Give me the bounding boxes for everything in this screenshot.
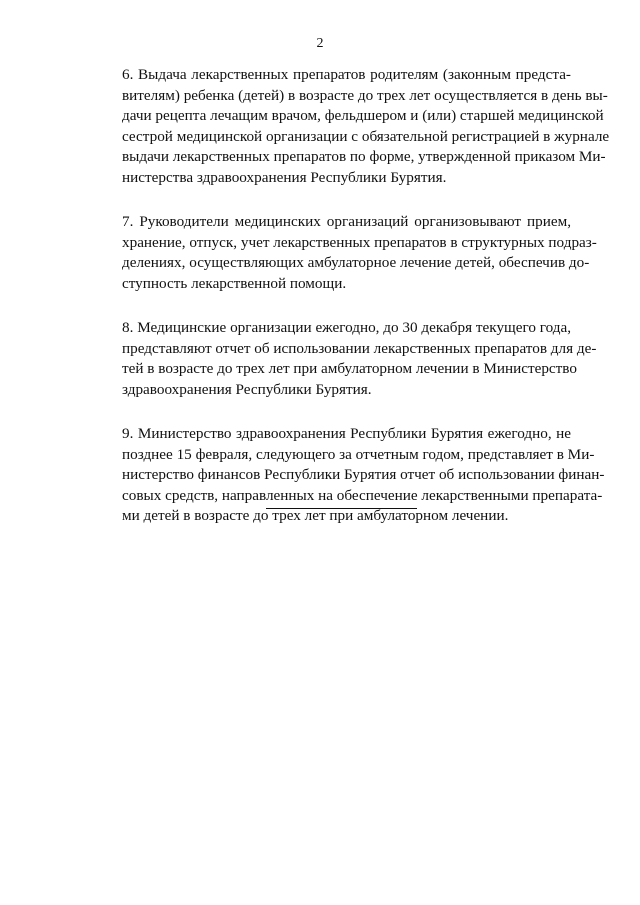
page-number: 2 bbox=[316, 36, 324, 51]
text-line: нистерства здравоохранения Республики Бурятия. bbox=[122, 168, 447, 186]
text-line: тей в возрасте до трех лет при амбулаторном лечении в Министерство bbox=[122, 360, 577, 377]
paragraph-8 bbox=[86, 318, 597, 400]
text-line: дачи рецепта лечащим врачом, фельдшером и (или) старшей медицинской bbox=[122, 107, 604, 124]
document-body bbox=[86, 65, 610, 551]
text-line: ми детей в возрасте до трех лет при амбулаторном лечении. bbox=[122, 507, 509, 524]
text-line: вителям) ребенка (детей) в возрасте до трех лет осуществляется в день вы- bbox=[122, 86, 608, 104]
text-line: представляют отчет об использовании лекарственных препаратов для де- bbox=[122, 339, 597, 357]
paragraph-7 bbox=[86, 212, 597, 294]
text-line: 6. Выдача лекарственных препаратов родителям (законным предста- bbox=[122, 66, 571, 83]
text-line: здравоохранения Республики Бурятия. bbox=[122, 380, 372, 398]
end-rule bbox=[266, 508, 417, 509]
text-line: сестрой медицинской организации с обязательной регистрацией в журнале bbox=[122, 127, 610, 145]
text-line: 7. Руководители медицинских организаций организовывают прием, bbox=[122, 213, 571, 230]
text-line: выдачи лекарственных препаратов по форме, утвержденной приказом Ми- bbox=[122, 148, 606, 165]
text-line: 9. Министерство здравоохранения Республики Бурятия ежегодно, не bbox=[122, 425, 571, 442]
text-line: нистерство финансов Республики Бурятия отчет об использовании финан- bbox=[122, 466, 605, 483]
text-line: совых средств, направленных на обеспечение лекарственными препарата- bbox=[122, 486, 603, 504]
text-line: хранение, отпуск, учет лекарственных препаратов в структурных подраз- bbox=[122, 233, 597, 251]
text-line: ступность лекарственной помощи. bbox=[122, 274, 347, 292]
text-line: позднее 15 февраля, следующего за отчетным годом, представляет в Ми- bbox=[122, 445, 595, 463]
paragraph-9 bbox=[86, 424, 605, 527]
text-line: 8. Медицинские организации ежегодно, до 30 декабря текущего года, bbox=[122, 319, 571, 336]
text-line: делениях, осуществляющих амбулаторное лечение детей, обеспечив до- bbox=[122, 254, 590, 271]
paragraph-6 bbox=[86, 65, 610, 188]
